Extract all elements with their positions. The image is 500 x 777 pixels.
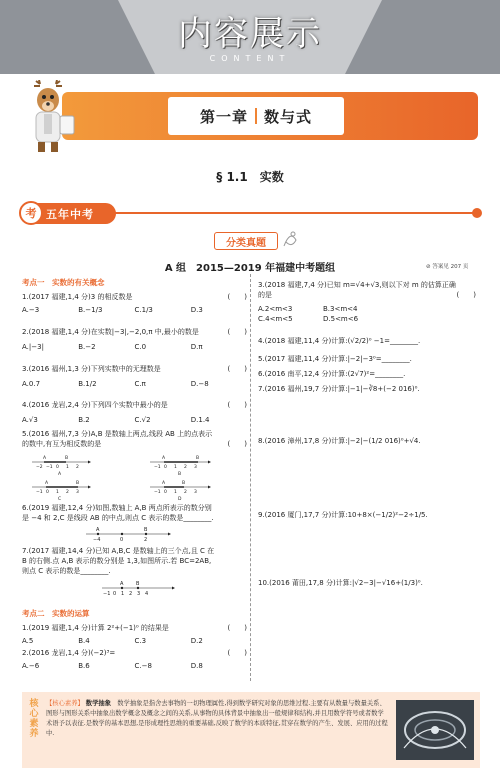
svg-text:3: 3: [137, 591, 141, 597]
question-r8: [258, 436, 476, 446]
svg-text:B: B: [144, 527, 148, 533]
left-column: [22, 278, 247, 289]
answer-ref-text: 答案见 207 页: [432, 264, 469, 270]
question-4: [22, 400, 247, 425]
svg-text:0: 0: [113, 591, 117, 597]
question-stem-line-2: B 的右侧.点 A,B 表示的数分别是 1,3,如图所示.若 BC=2AB,: [22, 557, 212, 566]
question-stem: 3.(2016 福州,1,3 分)下列实数中的无理数是: [22, 365, 161, 373]
svg-text:−4: −4: [93, 537, 101, 543]
question-stem-line-1: 6.(2019 福建,12,4 分)如图,数轴上 A,B 两点所表示的数分别: [22, 504, 212, 512]
svg-text:2: 2: [76, 465, 79, 470]
option-b: B.−2: [78, 343, 96, 352]
question-1: [22, 292, 247, 315]
question-stem: 6.(2016 南平,12,4 分)计算:(2√7)²=________.: [258, 370, 406, 378]
question-stem: 5.(2017 福建,11,4 分)计算:|−2|−3⁰=________.: [258, 355, 412, 363]
question-5: [22, 429, 247, 449]
deer-mascot-icon: [22, 80, 80, 154]
core-literacy-text: [46, 699, 390, 739]
question-options: [22, 305, 247, 315]
svg-text:B: B: [65, 456, 69, 461]
question-stem-line-2: 的数中,有互为相反数的是: [22, 440, 102, 449]
question-stem: 2.(2016 龙岩,1,4 分)(−2)³=: [22, 649, 116, 657]
question-options-row-1: [258, 304, 388, 314]
svg-text:−1: −1: [103, 591, 111, 597]
question-stem: 8.(2016 漳州,17,8 分)计算:|−2|−(1/2 016)⁰+√4.: [258, 437, 421, 445]
knowledge-point-2: 考点二 实数的运算: [22, 609, 90, 618]
question-stem: 4.(2018 福建,11,4 分)计算:(√2/2)⁰ −1=________.: [258, 337, 421, 345]
q5-number-lines: [30, 452, 240, 502]
svg-text:A: A: [96, 527, 100, 533]
option-d: D.π: [190, 343, 203, 352]
svg-text:−1: −1: [46, 465, 53, 470]
svg-text:2: 2: [144, 537, 148, 543]
question-r5: [258, 354, 476, 364]
svg-text:2: 2: [129, 591, 133, 597]
question-stem: 9.(2016 厦门,17,7 分)计算:10+8×(−1/2)²−2÷1/5.: [258, 511, 428, 519]
svg-text:2: 2: [184, 465, 187, 470]
question-stem-line-1: 5.(2016 福州,7,3 分)A,B 是数轴上两点,线段 AB 上的点表示: [22, 430, 213, 438]
option-a: A.−3: [22, 306, 40, 315]
answer-paren: ( ): [227, 365, 247, 373]
kp2-heading: [22, 609, 247, 620]
core-body: 数学抽象是指舍去事物的一切物理属性,得到数学研究对象的思维过程.主要有从数量与数量关系、图形与图形关系中抽象出数学概念及概念之间的关系,从事物的具体背景中抽象出一般规律和结构,并且用数学符号或者数学术语予以表征.是数学的基本思想,是形成理性思维的重要基础,反映了数学的本质特征,贯穿在数学的产生、发展、应用的过程中.: [46, 700, 388, 738]
question-stem: 4.(2016 龙岩,2,4 分)下列四个实数中最小的是: [22, 401, 168, 409]
five-year-exam-badge: 五年中考: [20, 203, 116, 224]
svg-text:−1: −1: [36, 490, 43, 495]
chapter-number: 第一章: [199, 107, 248, 126]
q6-number-line: [84, 525, 174, 545]
answer-paren: ( ): [227, 328, 247, 336]
option-b: B.6: [78, 662, 90, 671]
banner-subtitle: CONTENT: [209, 54, 291, 63]
section-title: § 1.1 实数: [216, 170, 284, 184]
svg-text:−1: −1: [154, 465, 161, 470]
q7-number-line: [100, 580, 180, 598]
question-options: [22, 661, 247, 671]
category-badge: 分类真题: [214, 232, 278, 250]
question-options: [22, 636, 247, 646]
svg-text:3: 3: [76, 490, 79, 495]
question-7: [22, 546, 247, 576]
option-a: A.0.7: [22, 380, 41, 389]
question-stem-line-1: 3.(2018 福建,7,4 分)已知 m=√4+√3,则以下对 m 的估算正确: [258, 281, 456, 289]
question-stem-line-2: 的是: [258, 291, 272, 300]
option-b: B.3<m<4: [323, 305, 358, 314]
option-c: C.√2: [134, 416, 151, 425]
exam-divider-dot: [472, 208, 482, 218]
answer-paren: ( ): [227, 293, 247, 301]
question-options: [22, 342, 247, 352]
option-b: B.1/2: [78, 380, 97, 389]
svg-text:A: A: [43, 456, 47, 461]
answer-reference: ⊘ 答案见 207 页: [426, 264, 469, 270]
svg-text:0: 0: [120, 537, 124, 543]
group-title: A 组 2015—2019 年福建中考题组: [164, 263, 336, 274]
chapter-name: 数与式: [264, 107, 313, 126]
svg-text:4: 4: [145, 591, 149, 597]
svg-text:−1: −1: [154, 490, 161, 495]
question-r4: [258, 336, 476, 346]
option-c: C.−8: [134, 662, 152, 671]
question-8: [22, 623, 247, 646]
answer-paren: ( ): [227, 440, 247, 448]
question-r9: [258, 510, 476, 520]
question-options: [22, 415, 247, 425]
question-r6: [258, 369, 476, 379]
diagram-label-c: C: [58, 497, 62, 502]
core-literacy-label: 核心素养: [29, 699, 39, 739]
diagram-label-d: D: [178, 497, 182, 502]
svg-text:0: 0: [164, 490, 167, 495]
option-a: A.−6: [22, 662, 40, 671]
question-stem-line-1: 7.(2017 福建,14,4 分)已知 A,B,C 是数轴上的三个点,且 C 在: [22, 547, 215, 555]
chapter-title: [168, 97, 344, 135]
svg-text:2: 2: [66, 490, 69, 495]
abstract-art-image: [396, 700, 474, 760]
question-r3: [258, 280, 476, 325]
banner-title: 内容展示: [178, 14, 322, 54]
svg-text:1: 1: [174, 465, 177, 470]
question-stem: 10.(2016 莆田,17,8 分)计算:|√2−3|−√16+(1/3)⁰.: [258, 579, 423, 587]
option-c: C.3: [134, 637, 147, 646]
question-3: [22, 364, 247, 389]
option-c: C.4<m<5: [258, 315, 293, 324]
option-d: D.3: [190, 306, 203, 315]
option-b: B.4: [78, 637, 90, 646]
option-a: A.5: [22, 637, 34, 646]
svg-text:1: 1: [121, 591, 125, 597]
svg-text:1: 1: [66, 465, 69, 470]
chapter-separator: [255, 108, 257, 124]
exam-divider-line: [70, 212, 475, 214]
column-divider: [250, 274, 251, 681]
svg-text:3: 3: [194, 490, 197, 495]
option-c: C.0: [134, 343, 147, 352]
option-d: D.−8: [190, 380, 209, 389]
svg-text:0: 0: [46, 490, 49, 495]
svg-text:0: 0: [56, 465, 59, 470]
knowledge-point-1: 考点一 实数的有关概念: [22, 278, 105, 287]
exam-icon: 考: [19, 201, 43, 225]
option-a: A.√3: [22, 416, 38, 425]
svg-text:A: A: [45, 481, 49, 486]
svg-text:2: 2: [184, 490, 187, 495]
option-d: D.1.4: [190, 416, 210, 425]
option-b: B.−1/3: [78, 306, 103, 315]
svg-text:A: A: [120, 581, 124, 587]
option-b: B.2: [78, 416, 90, 425]
question-9: [22, 648, 247, 671]
svg-text:A: A: [162, 481, 166, 486]
svg-text:A: A: [162, 456, 166, 461]
svg-text:B: B: [182, 481, 186, 486]
question-2: [22, 327, 247, 352]
question-stem: 1.(2019 福建,1,4 分)计算 2²+(−1)⁰ 的结果是: [22, 624, 169, 632]
option-a: A.|−3|: [22, 343, 44, 352]
diagram-label-a: A: [58, 472, 62, 477]
svg-text:B: B: [196, 456, 200, 461]
question-stem-line-2: 是 −4 和 2,C 是线段 AB 的中点,则点 C 表示的数是________.: [22, 514, 214, 523]
question-options-row-2: [258, 314, 388, 324]
option-d: D.8: [190, 662, 203, 671]
option-c: C.π: [134, 380, 146, 389]
svg-text:−2: −2: [36, 465, 43, 470]
svg-text:0: 0: [164, 465, 167, 470]
option-d: D.2: [190, 637, 203, 646]
core-tag: 【核心素养】: [46, 700, 84, 707]
doodle-icon: [280, 228, 300, 250]
question-r7: [258, 384, 476, 394]
answer-paren: ( ): [227, 624, 247, 632]
core-name: 数学抽象: [85, 700, 111, 707]
svg-text:1: 1: [56, 490, 59, 495]
svg-text:1: 1: [174, 490, 177, 495]
diagram-label-b: B: [178, 472, 182, 477]
question-stem: 1.(2017 福建,1,4 分)3 的相反数是: [22, 293, 133, 301]
answer-paren: ( ): [227, 649, 247, 657]
question-stem: 2.(2018 福建,1,4 分)在实数|−3|,−2,0,π 中,最小的数是: [22, 328, 199, 336]
answer-paren: ( ): [227, 401, 247, 409]
question-options: [22, 379, 247, 389]
svg-text:B: B: [136, 581, 140, 587]
question-stem-line-3: 则点 C 表示的数是________.: [22, 567, 111, 576]
svg-text:B: B: [76, 481, 80, 486]
question-stem: 7.(2016 福州,19,7 分)计算:|−1|−∛8+(−2 016)⁰.: [258, 385, 420, 393]
option-a: A.2<m<3: [258, 305, 293, 314]
option-d: D.5<m<6: [323, 315, 359, 324]
svg-text:3: 3: [194, 465, 197, 470]
option-c: C.1/3: [134, 306, 153, 315]
question-6: [22, 503, 247, 523]
answer-paren: ( ): [456, 291, 476, 299]
question-r10: [258, 578, 476, 588]
